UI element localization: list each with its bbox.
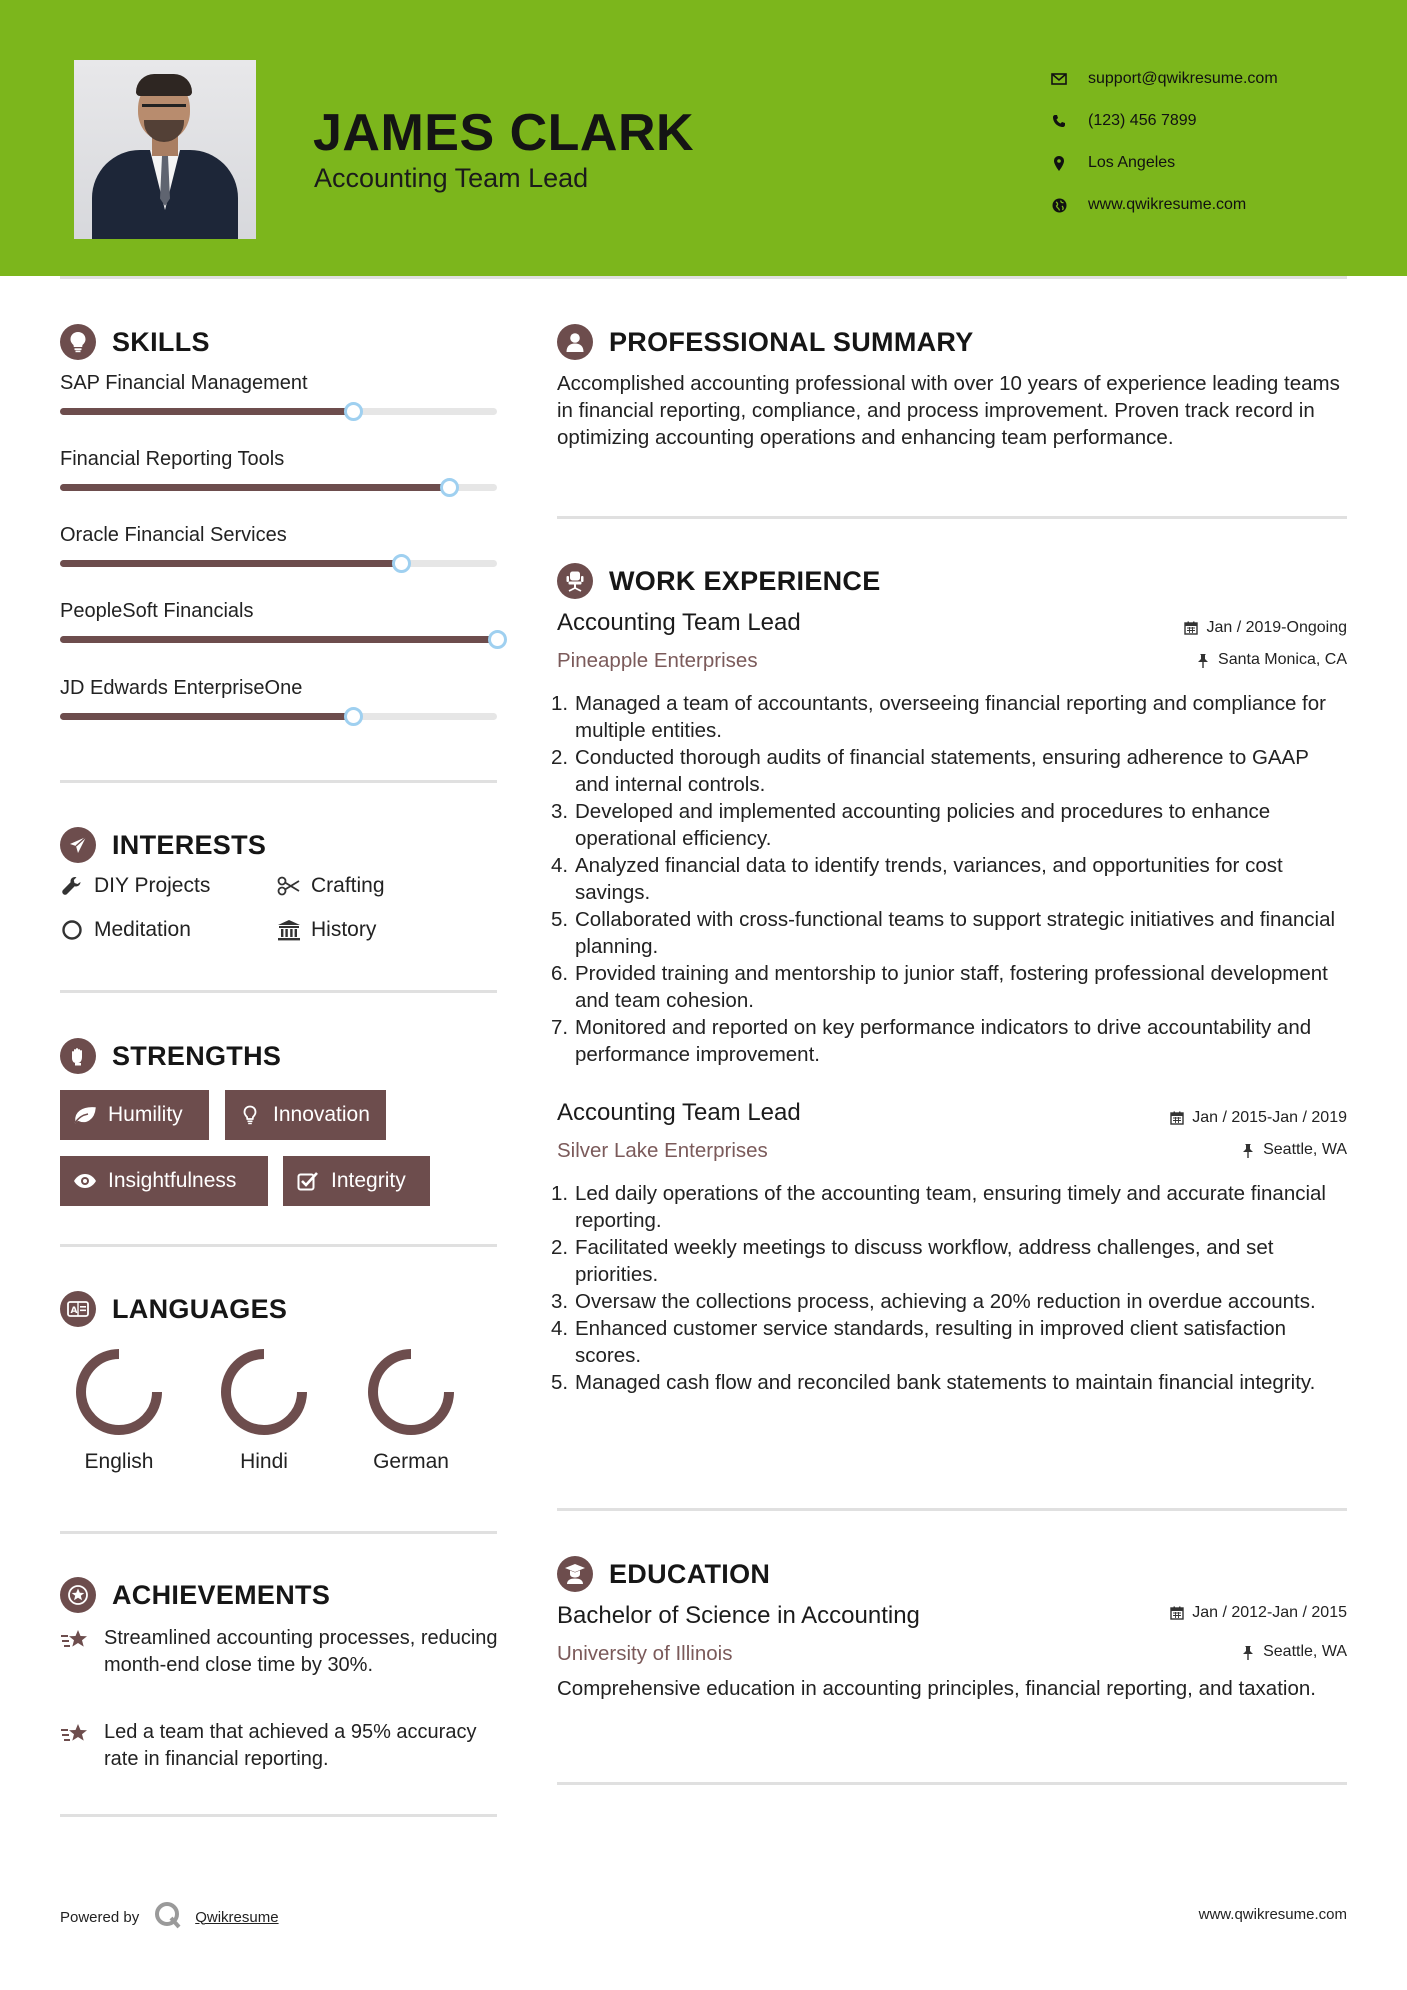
list-item: 4. Analyzed financial data to identify trends, variances, and opportunities for cost savings.: [551, 854, 1283, 904]
skill-bar: [60, 636, 497, 643]
pushpin-icon: [1240, 1142, 1256, 1158]
summary-text: Accomplished accounting professional with over 10 years of experience leading teams in financial reporting, compliance, and process improvement. Proven track record in optimizing accounting operations and enhancing team performance.: [557, 372, 1340, 449]
interests-heading: INTERESTS: [60, 827, 266, 863]
check-square-icon: [295, 1170, 321, 1192]
header-banner: [0, 0, 1407, 276]
leaf-icon: [72, 1104, 98, 1126]
list-item: 2. Facilitated weekly meetings to discuss workflow, address challenges, and set priorities.: [551, 1236, 1274, 1286]
candidate-name: JAMES CLARK: [313, 104, 695, 162]
profile-photo: [74, 60, 256, 239]
language-level-ring: [216, 1344, 312, 1440]
footer-website-link[interactable]: www.qwikresume.com: [1198, 1906, 1347, 1923]
strength-tag: Innovation: [225, 1090, 386, 1140]
translate-icon: [60, 1291, 96, 1327]
skill-bar: [60, 560, 497, 567]
achievement-item: Streamlined accounting processes, reducing month-end close time by 30%.: [60, 1625, 500, 1679]
contact-website[interactable]: www.qwikresume.com: [1050, 184, 1278, 226]
achievement-item: Led a team that achieved a 95% accuracy rate in financial reporting.: [60, 1719, 500, 1773]
list-item: 5. Collaborated with cross-functional teams to support strategic initiatives and financial planning.: [551, 908, 1336, 958]
list-item: 1. Led daily operations of the accounting team, ensuring timely and accurate financial reporting.: [551, 1182, 1326, 1232]
strength-tag: Insightfulness: [60, 1156, 268, 1206]
skill-bar: [60, 408, 497, 415]
education-location: Seattle, WA: [1240, 1643, 1347, 1661]
strength-tag: Humility: [60, 1090, 209, 1140]
qwikresume-logo-icon: [153, 1900, 183, 1934]
languages-heading: A LANGUAGES: [60, 1291, 287, 1327]
job-dates: Jan / 2015-Jan / 2019: [1169, 1109, 1347, 1127]
education-description: Comprehensive education in accounting principles, financial reporting, and taxation.: [557, 1677, 1316, 1700]
list-item: 1. Managed a team of accountants, overseeing financial reporting and compliance for multiple entities.: [551, 692, 1326, 742]
language-item: Hindi: [209, 1344, 319, 1474]
bank-icon: [277, 918, 301, 942]
interest-item: Crafting: [277, 874, 385, 898]
list-item: 5. Managed cash flow and reconciled bank statements to maintain financial integrity.: [551, 1371, 1316, 1394]
list-item: 3. Developed and implemented accounting policies and procedures to enhance operational efficiency.: [551, 800, 1271, 850]
raised-fist-icon: [60, 1038, 96, 1074]
lightbulb-outline-icon: [237, 1104, 263, 1126]
summary-heading: PROFESSIONAL SUMMARY: [557, 324, 974, 360]
job-title: Accounting Team Lead: [557, 1099, 801, 1126]
calendar-icon: [1183, 620, 1199, 636]
phone-icon: [1050, 112, 1068, 130]
skill-item: JD Edwards EnterpriseOne: [60, 677, 497, 700]
section-divider: [557, 516, 1347, 519]
circle-icon: [60, 918, 84, 942]
skill-level-handle[interactable]: [344, 402, 363, 421]
job-duties-list: [551, 690, 1347, 1068]
skill-bar: [60, 713, 497, 720]
language-item: English: [64, 1344, 174, 1474]
lightbulb-icon: [60, 324, 96, 360]
job-dates: Jan / 2019-Ongoing: [1183, 619, 1347, 637]
list-item: 6. Provided training and mentorship to junior staff, fostering professional development and team cohesion.: [551, 962, 1328, 1012]
candidate-title: Accounting Team Lead: [314, 163, 589, 193]
skills-heading: SKILLS: [60, 324, 210, 360]
skill-level-handle[interactable]: [488, 630, 507, 649]
wrench-icon: [60, 874, 84, 898]
section-divider: [60, 990, 497, 993]
experience-heading: WORK EXPERIENCE: [557, 563, 881, 599]
qwikresume-link[interactable]: Qwikresume: [195, 1908, 279, 1926]
achievements-heading: ACHIEVEMENTS: [60, 1577, 330, 1613]
envelope-icon: [1050, 70, 1068, 88]
section-divider: [557, 1782, 1347, 1785]
paper-plane-icon: [60, 827, 96, 863]
interest-item: DIY Projects: [60, 874, 210, 898]
footer-powered-by: Powered by Qwikresume: [60, 1900, 279, 1934]
office-chair-icon: [557, 563, 593, 599]
interest-item: Meditation: [60, 918, 191, 942]
skill-item: SAP Financial Management: [60, 372, 497, 395]
star-badge-icon: [60, 1577, 96, 1613]
education-dates: Jan / 2012-Jan / 2015: [1169, 1604, 1347, 1622]
skill-level-handle[interactable]: [344, 707, 363, 726]
user-icon: [557, 324, 593, 360]
contact-list: [1050, 58, 1278, 226]
svg-text:A: A: [70, 1306, 78, 1316]
strengths-heading: STRENGTHS: [60, 1038, 281, 1074]
contact-email[interactable]: support@qwikresume.com: [1050, 58, 1278, 100]
contact-phone[interactable]: (123) 456 7899: [1050, 100, 1278, 142]
section-divider: [557, 1508, 1347, 1511]
shooting-star-icon: [60, 1627, 94, 1679]
header-divider: [60, 276, 1347, 279]
section-divider: [60, 1814, 497, 1817]
language-item: German: [356, 1344, 466, 1474]
eye-icon: [72, 1170, 98, 1192]
skill-bar: [60, 484, 497, 491]
calendar-icon: [1169, 1605, 1185, 1621]
degree-title: Bachelor of Science in Accounting: [557, 1602, 920, 1629]
shooting-star-icon: [60, 1721, 94, 1773]
pushpin-icon: [1195, 652, 1211, 668]
skill-level-handle[interactable]: [440, 478, 459, 497]
skill-item: PeopleSoft Financials: [60, 600, 497, 623]
skill-item: Oracle Financial Services: [60, 524, 497, 547]
map-pin-icon: [1050, 154, 1068, 172]
interest-item: History: [277, 918, 376, 942]
scissors-icon: [277, 874, 301, 898]
calendar-icon: [1169, 1110, 1185, 1126]
list-item: 7. Monitored and reported on key performance indicators to drive accountability and performance improvement.: [551, 1016, 1312, 1066]
list-item: 3. Oversaw the collections process, achieving a 20% reduction in overdue accounts.: [551, 1290, 1316, 1313]
list-item: 2. Conducted thorough audits of financial statements, ensuring adherence to GAAP and internal controls.: [551, 746, 1309, 796]
company-name: Silver Lake Enterprises: [557, 1139, 768, 1162]
globe-icon: [1050, 196, 1068, 214]
pushpin-icon: [1240, 1644, 1256, 1660]
job-title: Accounting Team Lead: [557, 609, 801, 636]
job-location: Santa Monica, CA: [1195, 651, 1347, 669]
language-level-ring: [363, 1344, 459, 1440]
skill-item: Financial Reporting Tools: [60, 448, 497, 471]
job-duties-list: [551, 1180, 1347, 1396]
contact-location: Los Angeles: [1050, 142, 1278, 184]
school-name: University of Illinois: [557, 1642, 733, 1665]
education-heading: EDUCATION: [557, 1556, 770, 1592]
list-item: 4. Enhanced customer service standards, resulting in improved client satisfaction scores.: [551, 1317, 1287, 1367]
graduate-icon: [557, 1556, 593, 1592]
strength-tag: Integrity: [283, 1156, 430, 1206]
job-location: Seattle, WA: [1240, 1141, 1347, 1159]
section-divider: [60, 1244, 497, 1247]
skill-level-handle[interactable]: [392, 554, 411, 573]
language-level-ring: [71, 1344, 167, 1440]
section-divider: [60, 780, 497, 783]
company-name: Pineapple Enterprises: [557, 649, 758, 672]
section-divider: [60, 1531, 497, 1534]
